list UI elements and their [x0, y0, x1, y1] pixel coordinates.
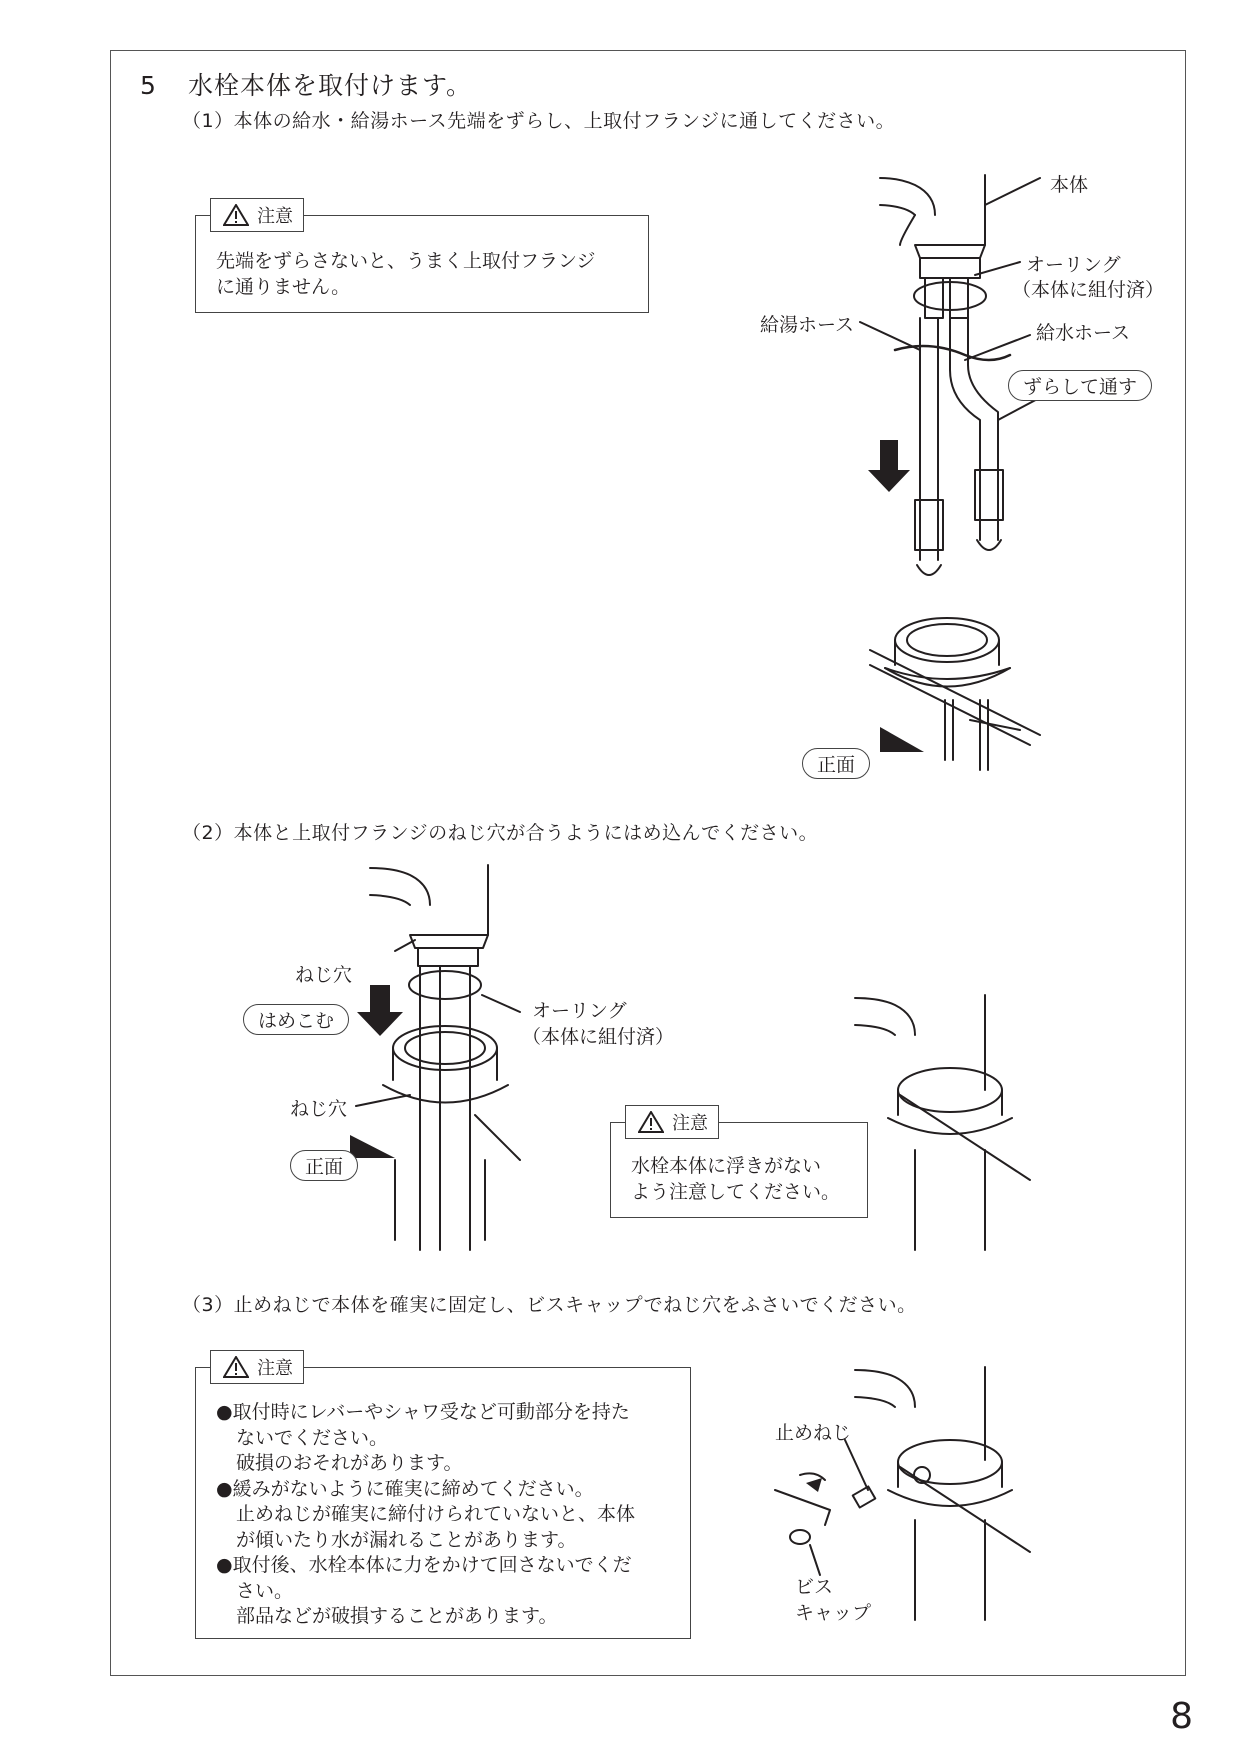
caution-line: ないでください。	[236, 1426, 389, 1449]
caution-bullet: ●緩みがないように確実に締めてください。	[216, 1477, 594, 1500]
caution-bullet: ●取付後、水栓本体に力をかけて回さないでくだ	[216, 1554, 632, 1576]
label-oring-2: オーリング	[532, 1000, 627, 1022]
label-front-2: 正面	[290, 1150, 358, 1181]
label-cap-2: キャップ	[795, 1602, 872, 1624]
caution-line: よう注意してください。	[631, 1181, 841, 1203]
bis-cap	[790, 1530, 810, 1544]
step-3: （3）止めねじで本体を確実に固定し、ビスキャップでねじ穴をふさいでください。	[182, 1294, 917, 1316]
label-oring-note-2: （本体に組付済）	[522, 1026, 675, 1048]
front-pointer-1	[880, 727, 924, 752]
label-screw-hole-bottom: ねじ穴	[290, 1098, 348, 1120]
label-cap-1: ビス	[795, 1576, 834, 1598]
section-title-text: 水栓本体を取付けます。	[188, 71, 473, 100]
label-oring-note: （本体に組付済）	[1012, 279, 1165, 301]
down-arrow-1	[868, 440, 910, 492]
page-number: 8	[1170, 1696, 1193, 1737]
label-shift: ずらして通す	[1008, 370, 1152, 401]
down-arrow-2	[357, 985, 403, 1036]
caution-line: 止めねじが確実に締付けられていないと、本体	[236, 1503, 636, 1525]
caution-heading-text: 注意	[257, 1358, 293, 1379]
label-front-1: 正面	[802, 748, 870, 779]
hot-hose	[915, 318, 943, 575]
step-2: （2）本体と上取付フランジのねじ穴が合うようにはめ込んでください。	[182, 822, 819, 844]
label-cold-hose: 給水ホース	[1036, 322, 1131, 344]
break-mark	[895, 346, 1010, 360]
step-1: （1）本体の給水・給湯ホース先端をずらし、上取付フランジに通してください。	[182, 110, 896, 132]
label-screw-hole-top: ねじ穴	[295, 964, 353, 986]
caution-line: 部品などが破損することがあります。	[236, 1605, 558, 1627]
set-screw	[775, 1473, 875, 1525]
faucet-body-2	[370, 865, 488, 1250]
label-body: 本体	[1050, 174, 1089, 196]
caution-line: が傾いたり水が漏れることがあります。	[236, 1528, 577, 1551]
front-pointer-2	[350, 1135, 395, 1158]
faucet-assembled-3	[855, 1367, 1030, 1620]
label-fit: はめこむ	[243, 1004, 349, 1035]
flange-2	[383, 1026, 520, 1240]
faucet-body-1	[880, 175, 986, 318]
caution-heading-text: 注意	[672, 1113, 708, 1134]
label-hot-hose: 給湯ホース	[760, 314, 855, 336]
caution-bullet: ●取付時にレバーやシャワ受など可動部分を持た	[216, 1401, 630, 1423]
caution-heading-text: 注意	[257, 206, 293, 227]
rotate-arrow-icon	[806, 1478, 822, 1492]
caution-line: 先端をずらさないと、うまく上取付フランジ	[216, 250, 596, 272]
caution-line: 破損のおそれがあります。	[236, 1452, 463, 1474]
faucet-assembled-2	[855, 995, 1030, 1250]
label-set-screw: 止めねじ	[775, 1422, 852, 1444]
caution-line: 水栓本体に浮きがない	[631, 1155, 822, 1177]
caution-line: さい。	[236, 1579, 294, 1602]
caution-line: に通りません。	[216, 276, 351, 298]
section-number: 5	[140, 71, 157, 100]
label-oring: オーリング	[1026, 254, 1121, 276]
